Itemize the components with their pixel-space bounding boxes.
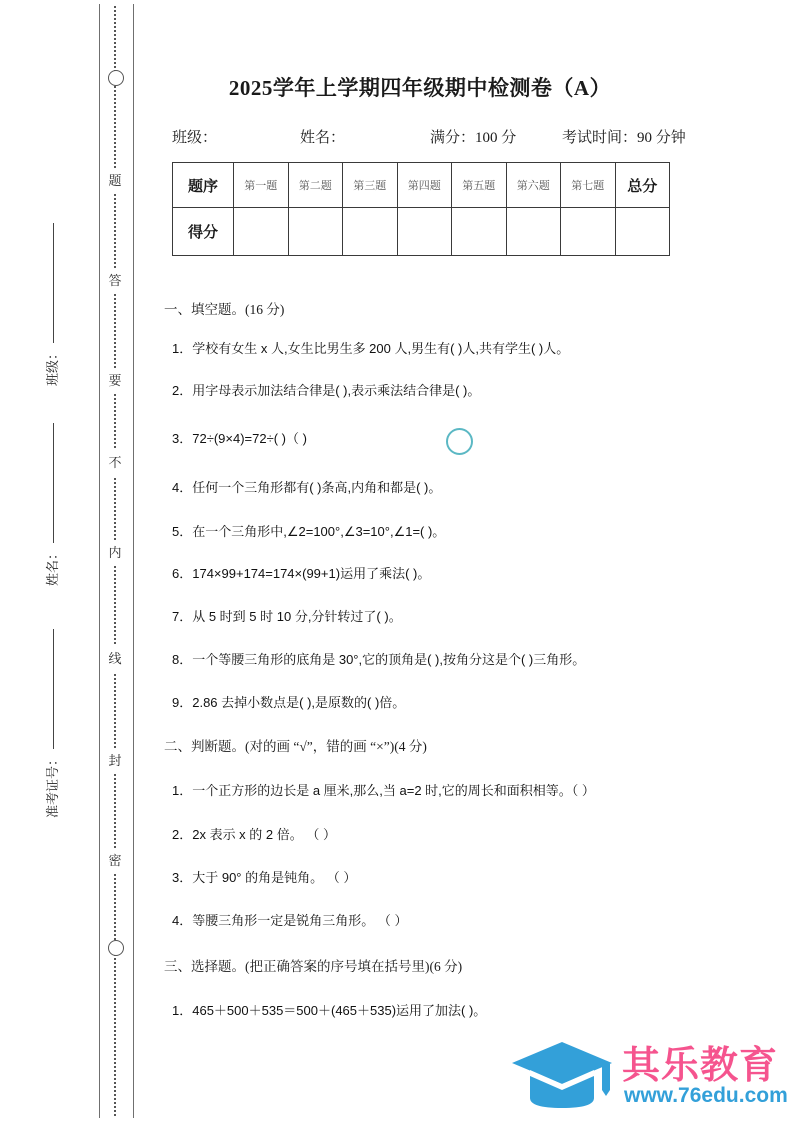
seal-char-da: 答 xyxy=(104,268,126,294)
score-table-col-total: 总分 xyxy=(615,163,670,208)
info-duration: 考试时间：90 分钟 xyxy=(562,130,686,146)
question-tf-3: 3．大于 90° 的角是钝角。 （ ） xyxy=(172,870,357,885)
score-cell-q3[interactable] xyxy=(343,208,398,256)
score-table xyxy=(172,162,670,256)
seal-char-feng: 封 xyxy=(104,748,126,774)
seal-circle-bottom xyxy=(108,940,124,956)
score-table-col-q6: 第六题 xyxy=(506,163,561,208)
info-name-label: 姓名： xyxy=(300,130,346,146)
exam-paper-body xyxy=(150,0,793,1122)
seal-char-ti: 题 xyxy=(104,168,126,194)
table-row-score xyxy=(173,208,670,256)
seal-char-xian: 线 xyxy=(104,646,126,672)
section-heading-multiple-choice: 三、选择题。(把正确答案的序号填在括号里)(6 分) xyxy=(164,959,463,974)
question-tf-4: 4．等腰三角形一定是锐角三角形。 （ ） xyxy=(172,913,408,928)
seal-label-class xyxy=(42,223,61,386)
seal-binding-column xyxy=(0,0,150,1122)
seal-char-nei: 内 xyxy=(104,540,126,566)
score-cell-q2[interactable] xyxy=(288,208,343,256)
seal-rule-outer xyxy=(133,4,134,1118)
seal-circle-top xyxy=(108,70,124,86)
seal-label-name-rule xyxy=(53,423,54,543)
seal-char-bu: 不 xyxy=(104,450,126,476)
seal-label-name-text: 姓名： xyxy=(45,546,60,586)
question-fill-4: 4．任何一个三角形都有( )条高,内角和都是( )。 xyxy=(172,480,442,495)
graduation-cap-icon xyxy=(508,1038,616,1110)
score-table-col-q1: 第一题 xyxy=(234,163,289,208)
question-fill-5: 5．在一个三角形中,∠2=100°,∠3=10°,∠1=( )。 xyxy=(172,524,446,539)
site-logo xyxy=(500,1032,788,1114)
question-mc-1: 1．465＋500＋535＝500＋(465＋535)运用了加法( )。 xyxy=(172,1003,487,1018)
question-fill-3: 3．72÷(9×4)=72÷( )（ ) xyxy=(172,431,307,446)
score-cell-q5[interactable] xyxy=(452,208,507,256)
question-fill-9: 9．2.86 去掉小数点是( ),是原数的( )倍。 xyxy=(172,695,406,710)
score-cell-q6[interactable] xyxy=(506,208,561,256)
table-row-question-order xyxy=(173,163,670,208)
score-table-rowlabel-order: 题序 xyxy=(173,163,234,208)
question-fill-8: 8．一个等腰三角形的底角是 30°,它的顶角是( ),按角分这是个( )三角形。 xyxy=(172,652,586,667)
page-title: 2025学年上学期四年级期中检测卷（A） xyxy=(228,76,612,100)
score-cell-q4[interactable] xyxy=(397,208,452,256)
section-heading-fill-blank: 一、填空题。(16 分) xyxy=(164,302,285,317)
question-fill-1: 1．学校有女生 x 人,女生比男生多 200 人,男生有( )人,共有学生( )人。 xyxy=(172,341,570,356)
question-tf-2: 2．2x 表示 x 的 2 倍。 （ ） xyxy=(172,827,336,842)
score-cell-total[interactable] xyxy=(615,208,670,256)
score-cell-q1[interactable] xyxy=(234,208,289,256)
logo-url-text: www.76edu.com xyxy=(624,1084,788,1107)
logo-brand-text: 其乐教育 xyxy=(622,1045,779,1087)
question-fill-6: 6．174×99+174=174×(99+1)运用了乘法( )。 xyxy=(172,566,431,581)
seal-label-examid-text: 准考证号： xyxy=(45,752,60,818)
score-table-rowlabel-score: 得分 xyxy=(173,208,234,256)
score-cell-q7[interactable] xyxy=(561,208,616,256)
seal-label-examid-rule xyxy=(53,629,54,749)
question-fill-2: 2．用字母表示加法结合律是( ),表示乘法结合律是( )。 xyxy=(172,383,481,398)
seal-char-yao: 要 xyxy=(104,368,126,394)
question-tf-1: 1．一个正方形的边长是 a 厘米,那么,当 a=2 时,它的周长和面积相等。（ ） xyxy=(172,783,595,798)
seal-label-class-rule xyxy=(53,223,54,343)
student-info-line xyxy=(172,126,717,147)
seal-label-examid xyxy=(42,629,61,818)
info-full-score: 满分：100 分 xyxy=(430,130,517,146)
seal-char-mi: 密 xyxy=(104,848,126,874)
score-table-col-q3: 第三题 xyxy=(343,163,398,208)
score-table-col-q5: 第五题 xyxy=(452,163,507,208)
seal-rule-inner xyxy=(99,4,100,1118)
hand-drawn-circle-annotation xyxy=(446,428,473,455)
seal-label-name xyxy=(42,423,61,586)
info-class-label: 班级： xyxy=(172,130,218,146)
score-table-col-q4: 第四题 xyxy=(397,163,452,208)
score-table-col-q7: 第七题 xyxy=(561,163,616,208)
section-heading-true-false: 二、判断题。(对的画 “√”，错的画 “×”)(4 分) xyxy=(164,739,427,754)
question-fill-7: 7．从 5 时到 5 时 10 分,分针转过了( )。 xyxy=(172,609,402,624)
score-table-col-q2: 第二题 xyxy=(288,163,343,208)
seal-label-class-text: 班级： xyxy=(45,346,60,386)
